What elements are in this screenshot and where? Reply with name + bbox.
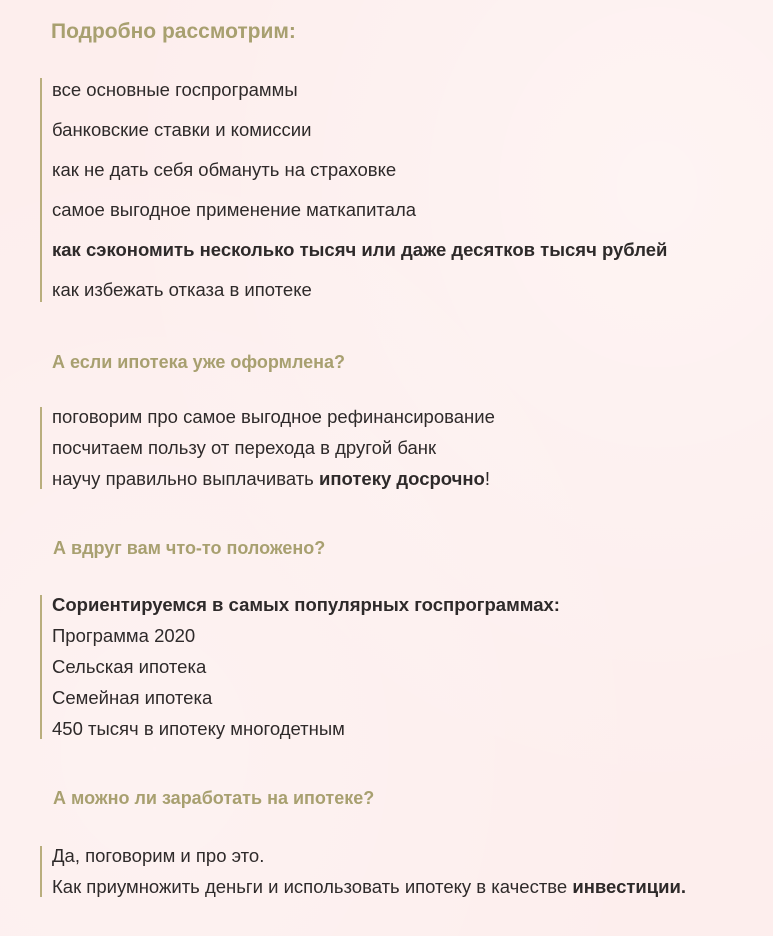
list-item-text: научу правильно выплачивать	[52, 468, 319, 489]
list-consider	[40, 78, 667, 302]
list-item: посчитаем пользу от перехода в другой банк	[52, 437, 437, 458]
list-item: Сельская ипотека	[52, 656, 207, 677]
list-item: все основные госпрограммы	[52, 79, 298, 100]
list-item-suffix: !	[484, 468, 490, 489]
section-title-consider: Подробно рассмотрим:	[51, 20, 296, 43]
list-item-highlight: как сэкономить несколько тысяч или даже десятков тысяч рублей	[52, 239, 668, 260]
list-item-bold: ипотеку досрочно	[318, 468, 485, 489]
list-item: поговорим про самое выгодное рефинансирование	[52, 406, 495, 427]
list-lead: Сориентируемся в самых популярных госпрограммах:	[52, 594, 560, 615]
section-title-existing-mortgage: А если ипотека уже оформлена?	[52, 352, 346, 372]
list-item: как избежать отказа в ипотеке	[52, 279, 312, 300]
list-item: Семейная ипотека	[52, 687, 213, 708]
list-item: Да, поговорим и про это.	[52, 845, 265, 866]
section-title-earn: А можно ли заработать на ипотеке?	[53, 788, 375, 808]
list-item-text: Как приумножить деньги и использовать ипотеку в качестве	[52, 876, 573, 897]
section-title-benefits: А вдруг вам что-то положено?	[53, 538, 326, 558]
list-item: банковские ставки и комиссии	[52, 119, 312, 140]
list-item: самое выгодное применение маткапитала	[52, 199, 417, 220]
list-item-bold: инвестиции.	[572, 876, 687, 897]
list-earn	[40, 846, 686, 897]
list-item	[52, 877, 686, 897]
list-item	[52, 469, 495, 489]
list-item: как не дать себя обмануть на страховке	[52, 159, 397, 180]
list-existing-mortgage	[40, 407, 495, 489]
list-benefits	[40, 595, 560, 739]
list-item: 450 тысяч в ипотеку многодетным	[52, 718, 345, 739]
list-item: Программа 2020	[52, 625, 196, 646]
